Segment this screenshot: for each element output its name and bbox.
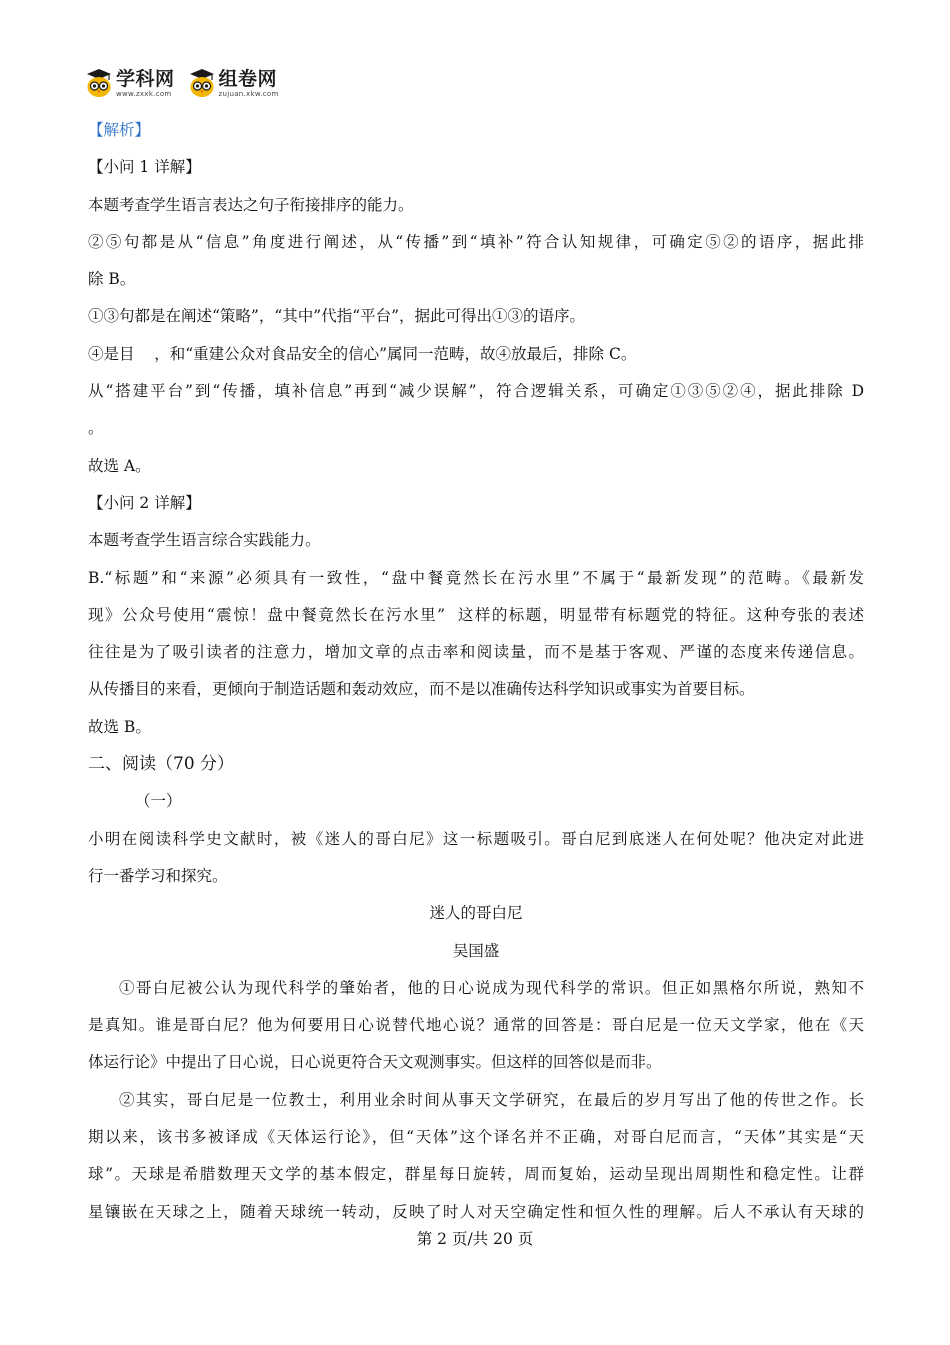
q2-line: 现》公众号使用“震惊！盘中餐竟然长在污水里” 这样的标题，明显带有标题党的特征。这种夸张的表述 [88,605,864,624]
intro-line: 行一番学习和探究。 [88,866,228,885]
document-body [88,112,864,1231]
q2-line: B.“标题”和“来源”必须具有一致性，“盘中餐竟然长在污水里”不属于“最新发现”的范畴。《最新发 [88,568,864,587]
q2-line: 本题考查学生语言综合实践能力。 [88,531,321,550]
q1-line: 故选 A。 [88,456,151,475]
section-title: 二、阅读（70 分） [88,754,235,775]
part-label: （一） [135,792,182,811]
paragraph-line: ①哥白尼被公认为现代科学的肇始者，他的日心说成为现代科学的常识。但正如黑格尔所说，熟知不 [119,978,864,997]
logo2-url: zujuan.xkw.com [218,90,279,98]
article-title: 迷人的哥白尼 [429,904,523,923]
q1-line: 从“搭建平台”到“传播，填补信息”再到“减少误解”，符合逻辑关系，可确定①③⑤②④，据此排除 D [88,382,864,401]
logo1-title: 学科网 [116,68,175,90]
paragraph-line: ②其实，哥白尼是一位教士，利用业余时间从事天文学研究，在最后的岁月写出了他的传世之作。长 [119,1090,864,1109]
owl-mascot-icon [189,68,215,98]
analysis-label: 【解析】 [88,121,151,139]
paragraph-line: 是真知。谁是哥白尼？他为何要用日心说替代地心说？通常的回答是：哥白尼是一位天文学家，他在《天 [88,1016,864,1035]
logo2-title: 组卷网 [218,68,278,90]
q2-line: 往往是为了吸引读者的注意力，增加文章的点击率和阅读量，而不是基于客观、严谨的态度来传递信息。 [88,643,864,662]
q2-heading: 【小问 2 详解】 [88,493,201,512]
q1-line: ①③句都是在阐述“策略”，“其中”代指“平台”，据此可得出①③的语序。 [88,307,586,326]
article-author: 吴国盛 [452,941,500,960]
logo-xuekewang [86,68,175,98]
intro-line: 小明在阅读科学史文献时，被《迷人的哥白尼》这一标题吸引。哥白尼到底迷人在何处呢？他决定对此进 [88,829,864,848]
paragraph-line: 星镶嵌在天球之上，随着天球统一转动，反映了时人对天空确定性和恒久性的理解。后人不承认有天球的 [88,1202,864,1221]
paragraph-line: 体运行论》中提出了日心说，日心说更符合天文观测事实。但这样的回答似是而非。 [88,1053,662,1072]
q1-line: ②⑤句都是从“信息”角度进行阐述，从“传播”到“填补”符合认知规律，可确定⑤②的语序，据此排 [88,232,864,251]
q2-line: 故选 B。 [88,717,151,736]
logo-zujuanwang [189,68,279,98]
page-footer: 第 2 页/共 20 页 [416,1230,534,1248]
paragraph-line: 球”。天球是希腊数理天文学的基本假定，群星每日旋转，周而复始，运动呈现出周期性和稳定性。让群 [88,1165,864,1184]
header-logos [86,68,279,98]
logo1-url: www.zxxk.com [116,90,172,98]
q1-line: 除 B。 [88,270,136,289]
q1-line: ④是目 ，和“重建公众对食品安全的信心”属同一范畴，故④放最后，排除 C。 [88,344,637,363]
paragraph-line: 期以来，该书多被译成《天体运行论》，但“天体”这个译名并不正确，对哥白尼而言，“天体”其实是“天 [88,1128,864,1147]
q1-line: 本题考查学生语言表达之句子衔接排序的能力。 [88,195,414,214]
owl-mascot-icon [86,68,112,98]
q1-line: 。 [88,419,104,438]
q2-line: 从传播目的来看，更倾向于制造话题和轰动效应，而不是以准确传达科学知识或事实为首要目标。 [88,680,755,699]
q1-heading: 【小问 1 详解】 [88,158,201,177]
